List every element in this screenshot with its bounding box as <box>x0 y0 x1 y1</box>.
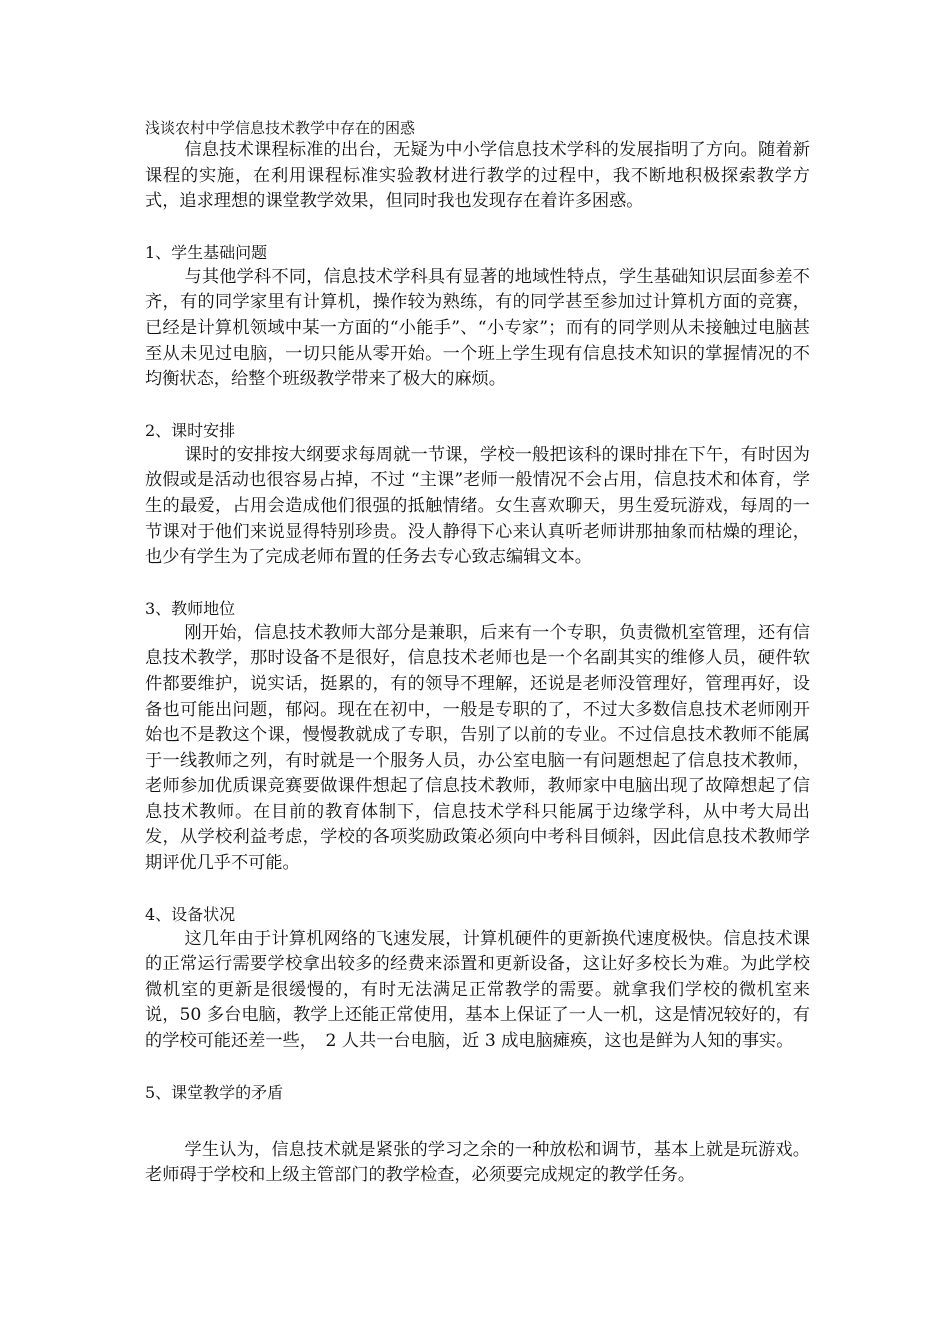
document-title: 浅谈农村中学信息技术教学中存在的困惑 <box>145 119 416 137</box>
section-heading-3: 3、教师地位 <box>145 598 236 618</box>
section-body-2: 课时的安排按大纲要求每周就一节课，学校一般把该科的课时排在下午，有时因为放假或是活动也很容易占掉，不过 “主课”老师一般情况不会占用，信息技术和体育，学生的最爱，占用会造成他们很强的抵触情绪。女生喜欢聊天，男生爱玩游戏，每周的一节课对于他们来说显得特别珍贵。没人静得下心来认真听老师讲那抽象而枯燥的理论，也少有学生为了完成老师布置的任务去专心致志编辑文本。 <box>145 444 810 568</box>
section-heading-4: 4、设备状况 <box>145 904 236 924</box>
section-heading-5: 5、课堂教学的矛盾 <box>145 1082 284 1102</box>
spacer <box>145 1105 810 1138</box>
section-body-4: 这几年由于计算机网络的飞速发展，计算机硬件的更新换代速度极快。信息技术课的正常运行需要学校拿出较多的经费来添置和更新设备，这让好多校长为难。为此学校微机室的更新是很缓慢的，有时无法满足正常教学的需要。就拿我们学校的微机室来说，50 多台电脑，教学上还能正常使用，基本上保证了一人一机，这是情况较好的，有的学校可能还差一些， 2 人共一台电脑，近 3 成电脑瘫痪，这也是鲜为人知的事实。 <box>145 928 810 1052</box>
intro-paragraph: 信息技术课程标准的出台，无疑为中小学信息技术学科的发展指明了方向。随着新课程的实施，在利用课程标准实验教材进行教学的过程中，我不断地积极探索教学方式，追求理想的课堂教学效果，但同时我也发现存在着许多困惑。 <box>145 140 810 212</box>
spacer <box>145 393 810 418</box>
spacer <box>145 571 810 596</box>
spacer <box>145 877 810 902</box>
spacer <box>145 215 810 240</box>
document-page <box>145 118 810 1189</box>
section-body-5: 学生认为，信息技术就是紧张的学习之余的一种放松和调节，基本上就是玩游戏。老师碍于学校和上级主管部门的教学检查，必须要完成规定的教学任务。 <box>145 1139 810 1186</box>
section-heading-1: 1、学生基础问题 <box>145 242 268 262</box>
section-body-3: 刚开始，信息技术教师大部分是兼职，后来有一个专职，负责微机室管理，还有信息技术教学，那时设备不是很好，信息技术老师也是一个名副其实的维修人员，硬件软件都要维护，说实话，挺累的，有的领导不理解，还说是老师没管理好，管理再好，设备也可能出问题，郁闷。现在在初中，一般是专职的了，不过大多数信息技术老师刚开始也不是教这个课，慢慢教就成了专职，告别了以前的专业。不过信息技术教师不能属于一线教师之列，有时就是一个服务人员，办公室电脑一有问题想起了信息技术教师，老师参加优质课竞赛要做课件想起了信息技术教师，教师家中电脑出现了故障想起了信息技术教师。在目前的教育体制下，信息技术学科只能属于边缘学科，从中考大局出发，从学校利益考虑，学校的各项奖励政策必须向中考科目倾斜，因此信息技术教师学期评优几乎不可能。 <box>145 622 810 874</box>
spacer <box>145 1055 810 1080</box>
section-body-1: 与其他学科不同，信息技术学科具有显著的地域性特点，学生基础知识层面参差不齐，有的同学家里有计算机，操作较为熟练，有的同学甚至参加过计算机方面的竞赛，已经是计算机领域中某一方面的“小能手”、“小专家”；而有的同学则从未接触过电脑甚至从未见过电脑，一切只能从零开始。一个班上学生现有信息技术知识的掌握情况的不均衡状态，给整个班级教学带来了极大的麻烦。 <box>145 266 810 390</box>
section-heading-2: 2、课时安排 <box>145 420 236 440</box>
